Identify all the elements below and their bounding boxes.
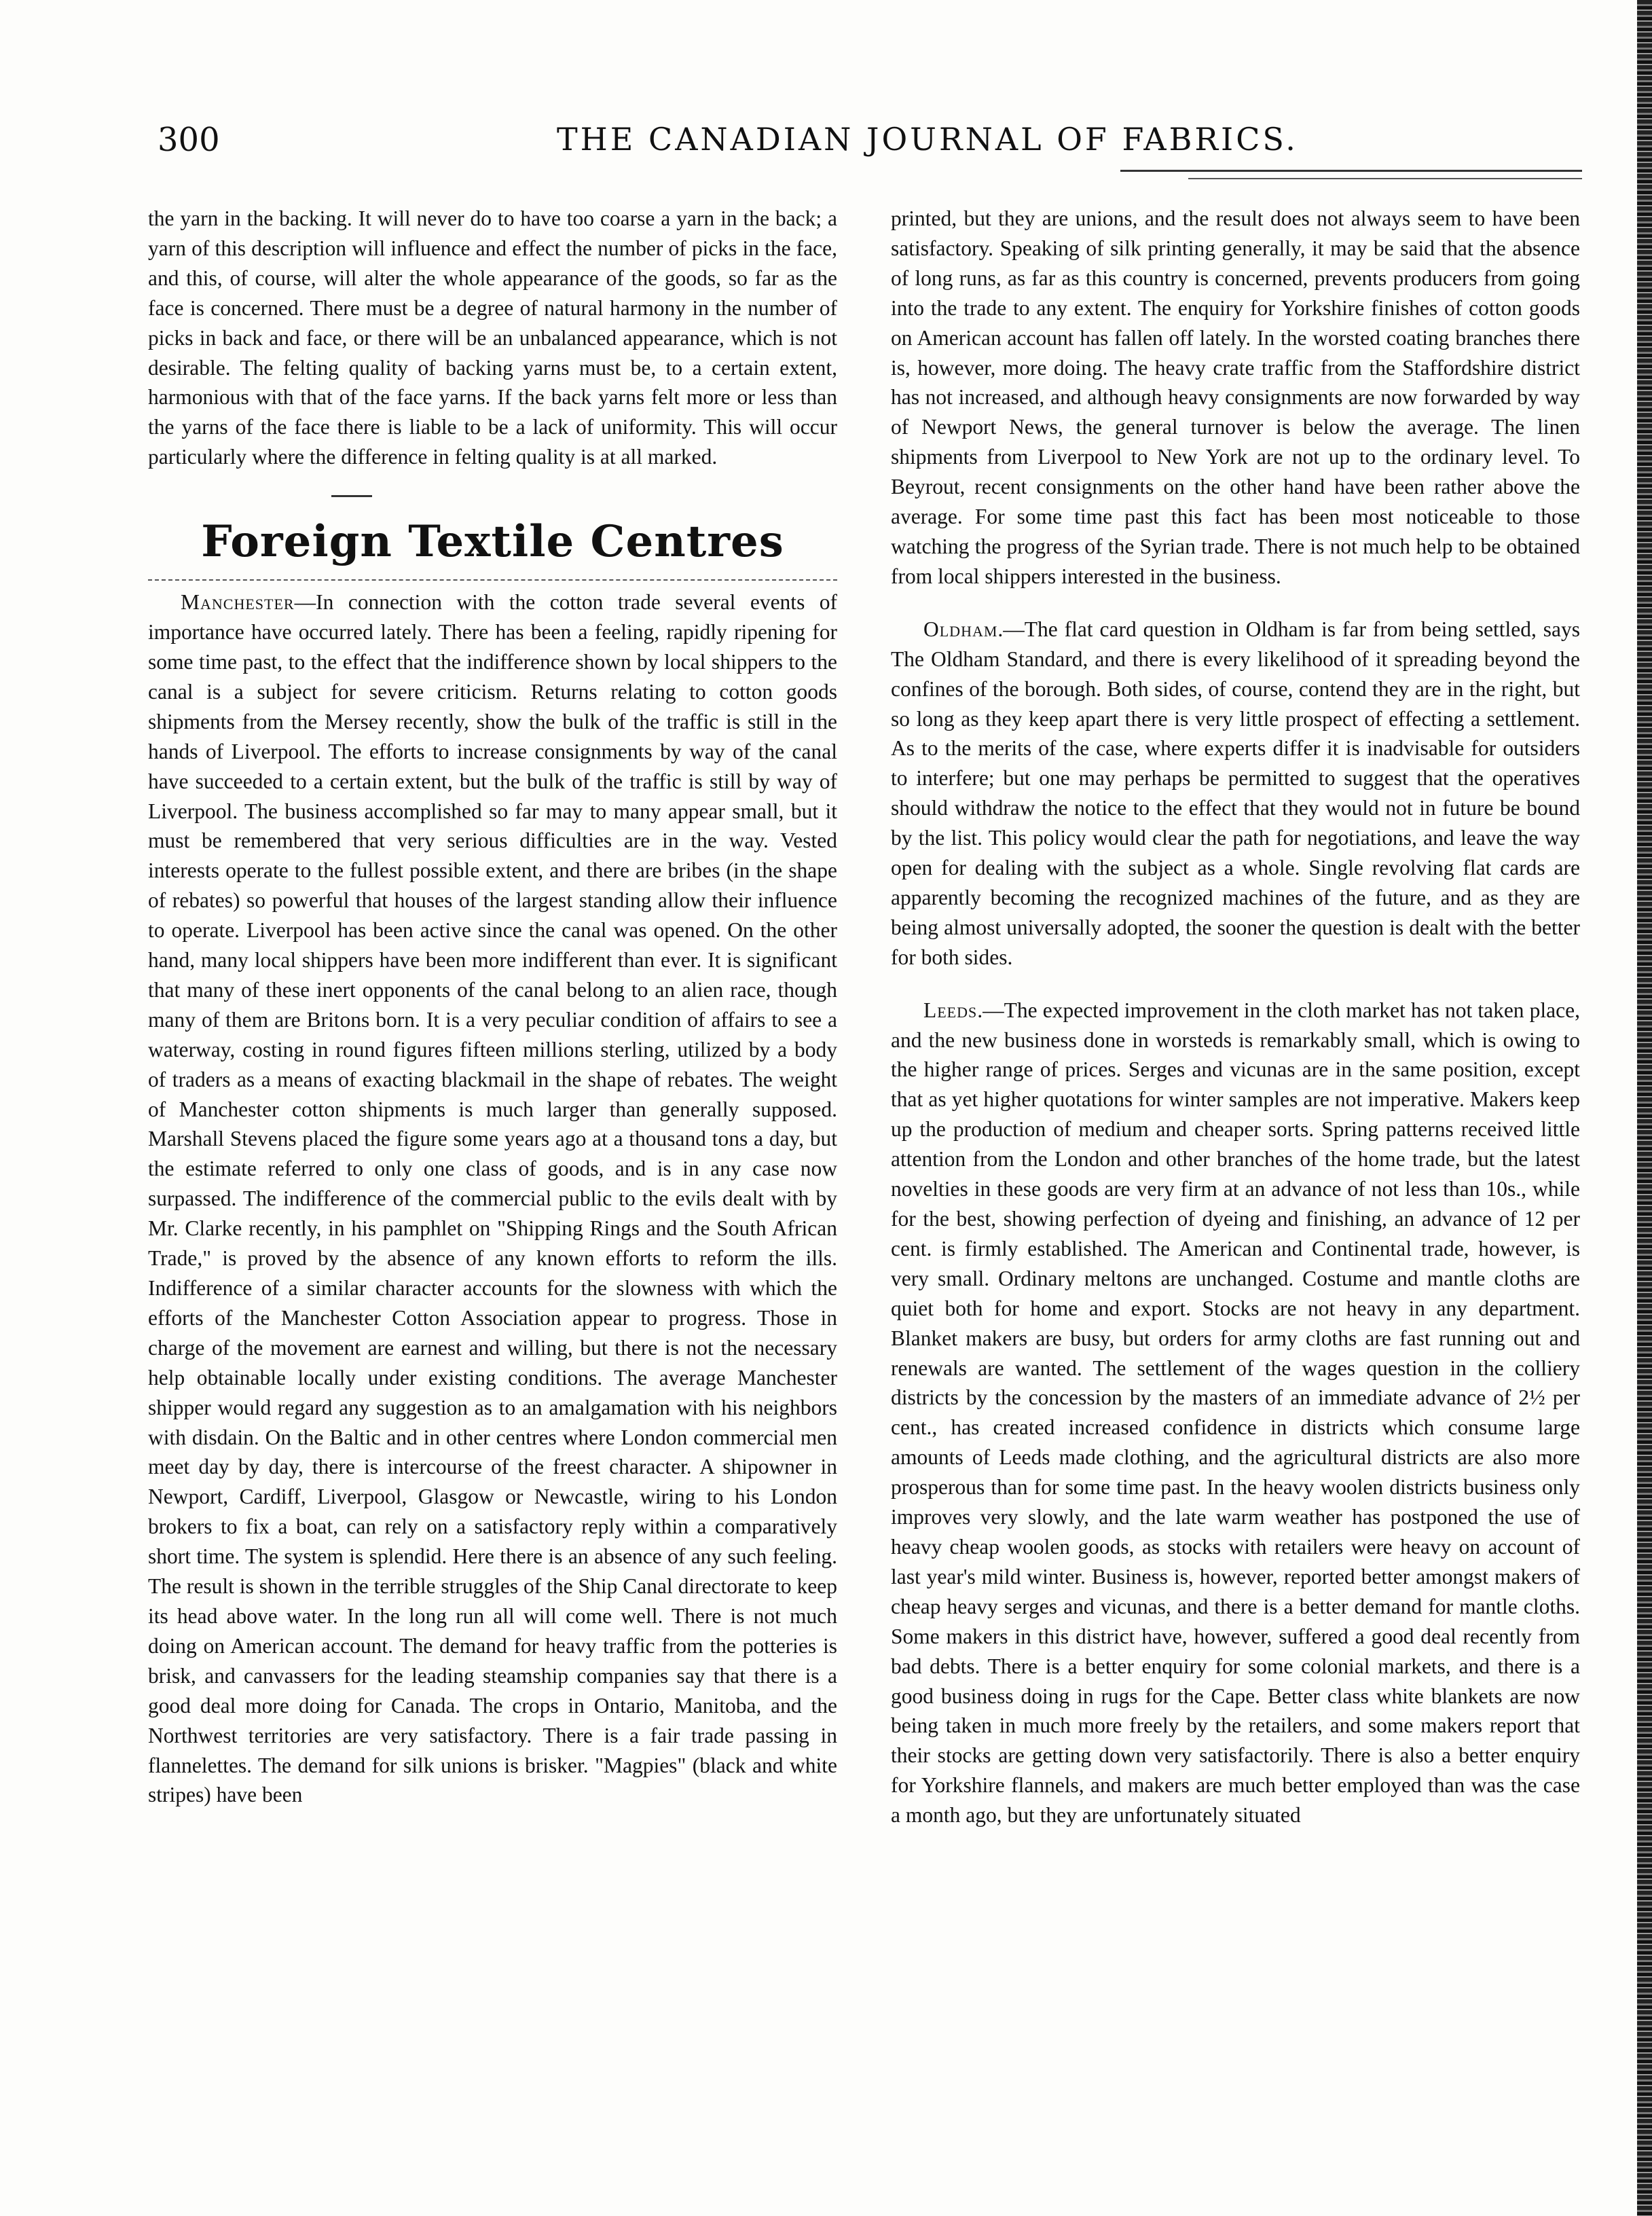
right-column (891, 204, 1580, 1830)
header-rule (1120, 170, 1582, 172)
continued-paragraph: the yarn in the backing. It will never do to have too coarse a yarn in the back; a yarn of this description will influence and effect the number of picks in the face, and this, of course, will alter the whole appearance of the goods, so far as the face is concerned. There must be a degree of natural harmony in the number of picks in back and face, or there will be an unbalanced appearance, which is not desirable. The felting quality of backing yarns must be, to a certain extent, harmonious with that of the face yarns. If the back yarns felt more or less than the yarns of the face there is liable to be a lack of uniformity. This will occur particularly where the difference in felting quality is at all marked. (148, 206, 837, 469)
leeds-label: Leeds (923, 998, 978, 1022)
manchester-label: Manchester (181, 590, 295, 615)
left-column (148, 204, 837, 1810)
section-heading: Foreign Textile Centres (201, 516, 784, 568)
section-ornament (148, 486, 837, 506)
scan-binding-edge (1637, 0, 1652, 2216)
manchester-paragraph (148, 587, 837, 1810)
manchester-text: —In connection with the cotton trade several events of importance have occurred lately. There has been a feeling, rapidly ripening for some time past, to the effect that the indifference shown by local shippers to the canal is a subject for severe criticism. Returns relating to cotton goods shipments from the Mersey recently, show the bulk of the traffic is still in the hands of Liverpool. The efforts to increase consignments by way of the canal have succeeded to a certain extent, but the bulk of the traffic is still by way of Liverpool. The business accomplished so far may to many appear small, but it must be remembered that very serious difficulties are in the way. Vested interests operate to the fullest possible extent, and there are bribes (in the shape of rebates) so powerful that houses of the largest standing allow their influence to operate. Liverpool has been active since the canal was opened. On the other hand, many local shippers have been more indifferent than ever. It is significant that many of these inert opponents of the canal belong to an alien race, though many of them are Britons born. It is a very peculiar condition of affairs to see a waterway, costing in round figures fifteen millions sterling, utilized by a body of traders as a means of exacting blackmail in the shape of rebates. The weight of Manchester cotton shipments is much larger than generally supposed. Marshall Stevens placed the figure some years ago at a thousand tons a day, but the estimate referred to only one class of goods, and is in any case now surpassed. The indifference of the commercial public to the evils dealt with by Mr. Clarke recently, in his pamphlet on "Shipping Rings and the South African Trade," is proved by the absence of any known efforts to reform the ills. Indifference of a similar character accounts for the slowness with which the efforts of the Manchester Cotton Association appear to progress. Those in charge of the movement are earnest and willing, but there is not the necessary help obtainable locally under existing conditions. The average Manchester shipper would regard any suggestion as to an amalgamation with his neighbors with disdain. On the Baltic and in other centres where London commercial men meet day by day, there is intercourse of the freest character. A shipowner in Newport, Cardiff, Liverpool, Glasgow or Newcastle, wiring to his London brokers to fix a boat, can rely on a satisfactory reply within a comparatively short time. The system is splendid. Here there is an absence of any such feeling. The result is shown in the terrible struggles of the Ship Canal directorate to keep its head above water. In the long run all will come well. There is not much doing on American account. The demand for heavy traffic from the potteries is brisk, and canvassers for the leading steamship companies say that there is a good deal more doing for Canada. The crops in Ontario, Manitoba, and the Northwest territories are very satisfactory. There is a fair trade passing in flannelettes. The demand for silk unions is brisker. "Magpies" (black and white stripes) have been (148, 590, 837, 1807)
leeds-text: .—The expected improvement in the cloth market has not taken place, and the new business done in worsteds is remarkably small, which is owing to the higher range of prices. Serges and vicunas are in the same position, except that as yet higher quotations for winter samples are not imperative. Makers keep up the production of medium and cheaper sorts. Spring patterns received little attention from the London and other branches of the home trade, but the latest novelties in these goods are very firm at an advance of not less than 10s., while for the best, showing perfection of dyeing and finishing, an advance of 12 per cent. is firmly established. The American and Continental trade, however, is very small. Ordinary meltons are unchanged. Costume and mantle cloths are quiet both for home and export. Stocks are not heavy in any department. Blanket makers are busy, but orders for army cloths are fast running out and renewals are wanted. The settlement of the wages question in the colliery districts by the concession by the masters of an immediate advance of 2½ per cent., has created increased confidence in districts which consume large amounts of Leeds made clothing, and the agricultural districts are also more prosperous than for some time past. In the heavy woolen districts business only improves very slowly, and the late warm weather has postponed the use of heavy cheap woolen goods, as stocks with retailers were heavy on account of last year's mild winter. Business is, however, reported better amongst makers of cheap heavy serges and vicunas, and there is a better demand for mantle cloths. Some makers in this district have, however, suffered a good deal recently from bad debts. There is a better enquiry for some colonial markets, and there is a good business doing in rugs for the Cape. Better class white blankets are now being taken in much more freely by the retailers, and some makers report that their stocks are getting down very satisfactorily. There is also a better enquiry for Yorkshire flannels, and makers are much better employed than was the case a month ago, but they are unfortunately situated (891, 998, 1580, 1828)
heading-rule (148, 579, 837, 581)
journal-title: THE CANADIAN JOURNAL OF FABRICS. (557, 121, 1298, 158)
oldham-paragraph (891, 615, 1580, 973)
oldham-label: Oldham (923, 617, 998, 641)
oldham-text: .—The flat card question in Oldham is far from being settled, says The Oldham Standard, and there is every likelihood of it spreading beyond the confines of the borough. Both sides, of course, contend they are in the right, but so long as they keep apart there is very little prospect of effecting a settlement. As to the merits of the case, where experts differ it is inadvisable for outsiders to interfere; but one may perhaps be permitted to suggest that the operatives should withdraw the notice to the effect that they would not in future be bound by the list. This policy would clear the path for negotiations, and leave the way open for dealing with the subject as a whole. Single revolving flat cards are apparently becoming the recognized machines of the future, and as they are being almost universally adopted, the sooner the question is dealt with the better for both sides. (891, 617, 1580, 969)
continued-paragraph: printed, but they are unions, and the result does not always seem to have been satisfactory. Speaking of silk printing generally, it may be said that the absence of long runs, as far as this country is concerned, prevents producers from going into the trade to any extent. The enquiry for Yorkshire finishes of cotton goods on American account has fallen off lately. In the worsted coating branches there is, however, more doing. The heavy crate traffic from the Staffordshire district has not increased, and although heavy consignments are now forwarded by way of Newport News, the general turnover is below the average. The linen shipments from Liverpool to New York are not up to the ordinary level. To Beyrout, recent consignments on the other hand have been rather above the average. For some time past this fact has been most noticeable to those watching the progress of the Syrian trade. There is not much help to be obtained from local shippers interested in the business. (891, 206, 1580, 588)
page-number: 300 (158, 121, 220, 159)
leeds-paragraph (891, 996, 1580, 1830)
header-rule-secondary (1188, 178, 1582, 179)
